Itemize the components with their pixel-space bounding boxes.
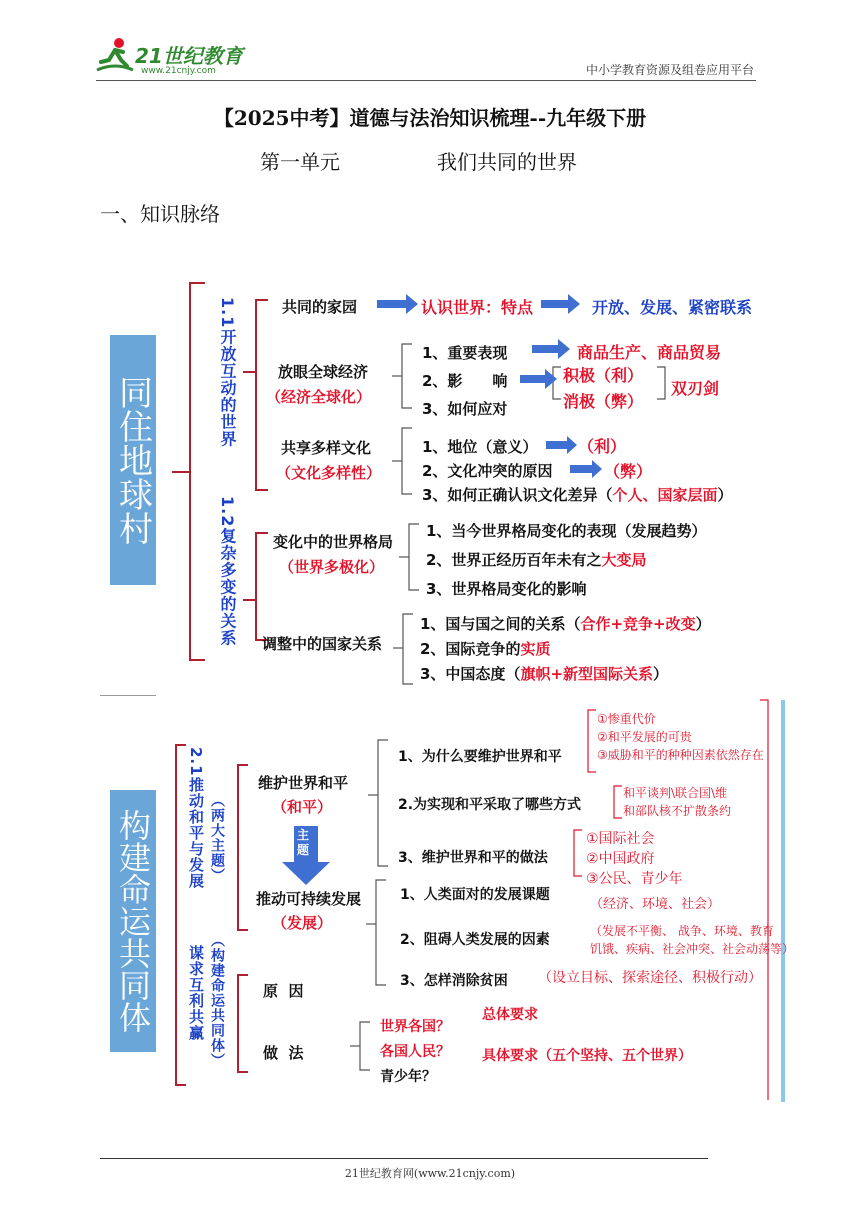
relations-3-red: 旗帜+新型国际关系 [520,665,654,683]
econ-3: 3、如何应对 [422,400,508,418]
peace-1b: ②和平发展的可贵 [597,730,692,744]
econ-2: 2、影 响 [422,372,508,390]
culture-1r: （利） [578,437,627,456]
reason-label: 原 因 [263,982,304,1000]
pattern-3: 3、世界格局变化的影响 [426,580,587,598]
footer-text: 21世纪教育网(www.21cnjy.com) [344,1167,516,1180]
dev-2a: （发展不平衡、 战争、环境、教育 [590,924,774,938]
culture-3-text: 3、如何正确认识文化差异（ [422,486,613,504]
relations-label: 调整中的国家关系 [262,635,383,653]
econ-neg: 消极（弊） [563,392,644,411]
logo-text: 21世纪教育 [135,44,243,68]
dev-2b: 饥饿、疾病、社会冲突、社会动荡等） [590,942,795,956]
dev-sub: （发展） [272,914,333,932]
sub-2-2: 谋求互利共赢 [187,945,205,1041]
econ-pos: 积极（利） [563,366,644,385]
peace-1a: ①惨重代价 [597,712,656,726]
pattern-1: 1、当今世界格局变化的表现（发展趋势） [426,522,707,540]
page-title: 【2025中考】道德与法治知识梳理--九年级下册 [213,106,647,130]
unit-name: 我们共同的世界 [437,150,577,174]
pattern-sub: （世界多极化） [279,558,385,576]
peace-label: 维护世界和平 [258,774,349,792]
who-youth: 青少年？ [380,1069,436,1085]
sub-1-2: 1.2复杂多变的关系 [218,496,237,647]
peace-3b: ②中国政府 [586,851,655,867]
econ-1r: 商品生产、商品贸易 [577,343,722,362]
relations-2-text: 2、国际竞争的 [420,640,521,658]
peace-2: 2.为实现和平采取了哪些方式 [398,797,582,813]
method-label: 做 法 [263,1044,304,1062]
req-specific: 具体要求（五个坚持、五个世界） [482,1048,692,1064]
platform-name: 中小学教育资源及组卷应用平台 [585,63,754,77]
relations-1-text: 1、国与国之间的关系（ [420,615,581,633]
peace-2a: 和平谈判\联合国\维 [623,786,728,800]
relations-3-text: 3、中国态度（ [420,665,521,683]
relations-3-end: ） [653,665,669,683]
req-overall: 总体要求 [482,1007,538,1023]
peace-3a: ①国际社会 [586,831,655,847]
dev-3: 3、怎样消除贫困 [400,973,508,989]
econ-label: 放眼全球经济 [278,363,369,381]
unit-label: 第一单元 [260,150,340,174]
culture-3-end: ） [717,486,733,504]
sub-1-1: 1.1开放互动的世界 [218,297,237,448]
part1-box: 同住地球村 [110,335,156,585]
econ-1: 1、重要表现 [422,344,508,362]
peace-1c: ③威胁和平的种种因素依然存在 [597,748,764,762]
home-label: 共同的家园 [282,298,358,316]
dev-1r: （经济、环境、社会） [590,897,721,912]
econ-sword: 双刃剑 [671,379,720,398]
dev-3r: （设立目标、探索途径、积极行动） [538,970,762,986]
pattern-2-text: 2、世界正经历百年未有之 [426,551,602,569]
culture-3-red: 个人、国家层面 [612,486,718,504]
culture-2r: （弊） [604,462,653,481]
who-countries: 世界各国？ [380,1019,450,1035]
pattern-2-red: 大变局 [601,551,647,569]
culture-label: 共享多样文化 [281,439,372,457]
peace-3: 3、维护世界和平的做法 [398,850,548,866]
sub-2-1b: （两大主题） [209,793,225,883]
peace-2b: 和部队核不扩散条约 [623,804,732,818]
theme-label: 主题 [297,828,310,857]
footer-rule [100,1158,708,1159]
peace-sub: （和平） [272,798,333,816]
who-people: 各国人民？ [380,1044,450,1060]
dev-2: 2、阻碍人类发展的因素 [400,932,550,948]
culture-1: 1、地位（意义） [422,438,538,456]
pattern-label: 变化中的世界格局 [273,533,394,551]
sub-2-1: 2.1推动和平与发展 [187,747,205,889]
relations-1-end: ） [695,615,711,633]
home-end: 开放、发展、紧密联系 [592,298,753,317]
section-heading: 一、知识脉络 [100,202,220,226]
sub-2-2b: （构建命运共同体） [209,933,225,1068]
peace-1: 1、为什么要维护世界和平 [398,749,562,765]
dev-1: 1、人类面对的发展课题 [400,887,550,903]
part2-box: 构建命运共同体 [110,790,156,1052]
home-mid: 认识世界：特点 [421,298,534,317]
relations-1-red: 合作+竞争+改变 [580,615,696,633]
econ-sub: （经济全球化） [266,388,372,406]
peace-3c: ③公民、青少年 [586,871,683,887]
culture-sub: （文化多样性） [276,464,382,482]
dev-label: 推动可持续发展 [256,890,362,908]
relations-2-red: 实质 [520,640,551,658]
logo-url: www.21cnjy.com [141,66,216,76]
culture-2: 2、文化冲突的原因 [422,462,553,480]
